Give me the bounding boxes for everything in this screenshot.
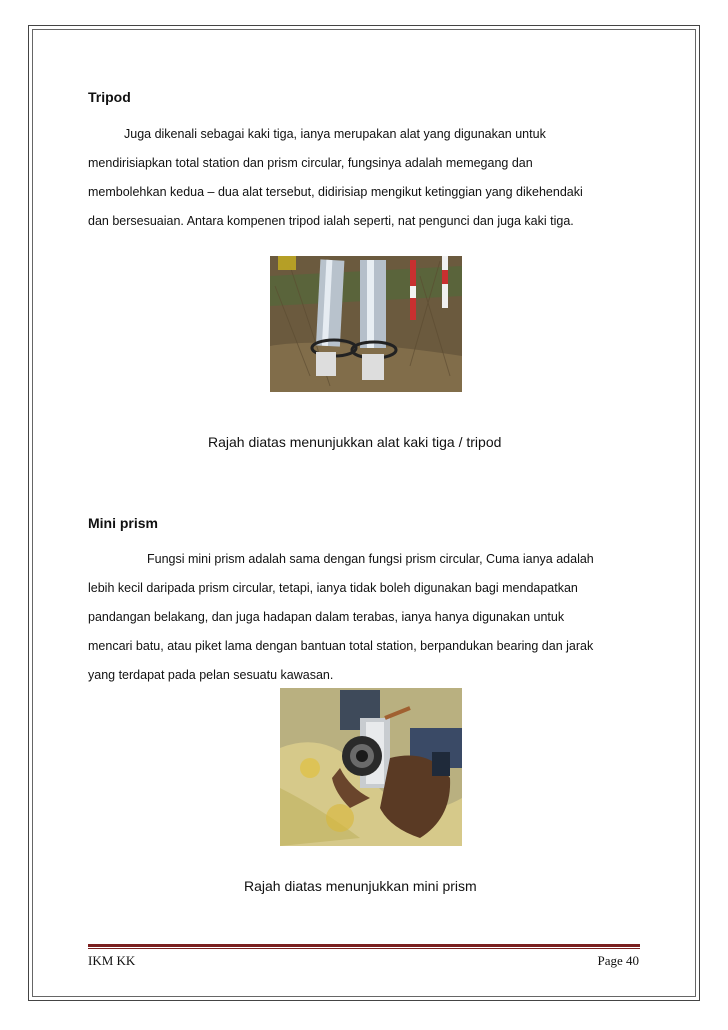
- tripod-photo: [270, 256, 462, 392]
- section-heading-tripod: Tripod: [88, 89, 131, 105]
- section-heading-mini-prism: Mini prism: [88, 515, 159, 531]
- paragraph-line: mencari batu, atau piket lama dengan bantuan total station, berpandukan bearing dan jarak: [88, 639, 594, 653]
- paragraph-line: membolehkan kedua – dua alat tersebut, didirisiap mengikut ketinggian yang dikehendaki: [88, 185, 583, 199]
- paragraph-line: dan bersesuaian. Antara kompenen tripod ialah seperti, nat pengunci dan juga kaki tiga.: [88, 214, 574, 228]
- paragraph-line: Fungsi mini prism adalah sama dengan fungsi prism circular, Cuma ianya adalah: [147, 552, 594, 566]
- paragraph-line: yang terdapat pada pelan sesuatu kawasan.: [88, 668, 334, 682]
- footer-rule-thin: [88, 948, 640, 949]
- figure-caption-tripod: Rajah diatas menunjukkan alat kaki tiga / tripod: [208, 434, 502, 450]
- figure-caption-mini-prism: Rajah diatas menunjukkan mini prism: [244, 878, 477, 894]
- paragraph-line: lebih kecil daripada prism circular, tetapi, ianya tidak boleh digunakan bagi mendapatkan: [88, 581, 578, 595]
- paragraph-line: pandangan belakang, dan juga hadapan dalam terabas, ianya hanya digunakan untuk: [88, 610, 565, 624]
- paragraph-line: Juga dikenali sebagai kaki tiga, ianya merupakan alat yang digunakan untuk: [124, 127, 546, 141]
- page-number: Page 40: [597, 953, 639, 968]
- footer-left-text: IKM KK: [88, 953, 136, 968]
- paragraph-line: mendirisiapkan total station dan prism circular, fungsinya adalah memegang dan: [88, 156, 533, 170]
- mini-prism-photo: [280, 688, 462, 846]
- footer-rule: [88, 944, 640, 947]
